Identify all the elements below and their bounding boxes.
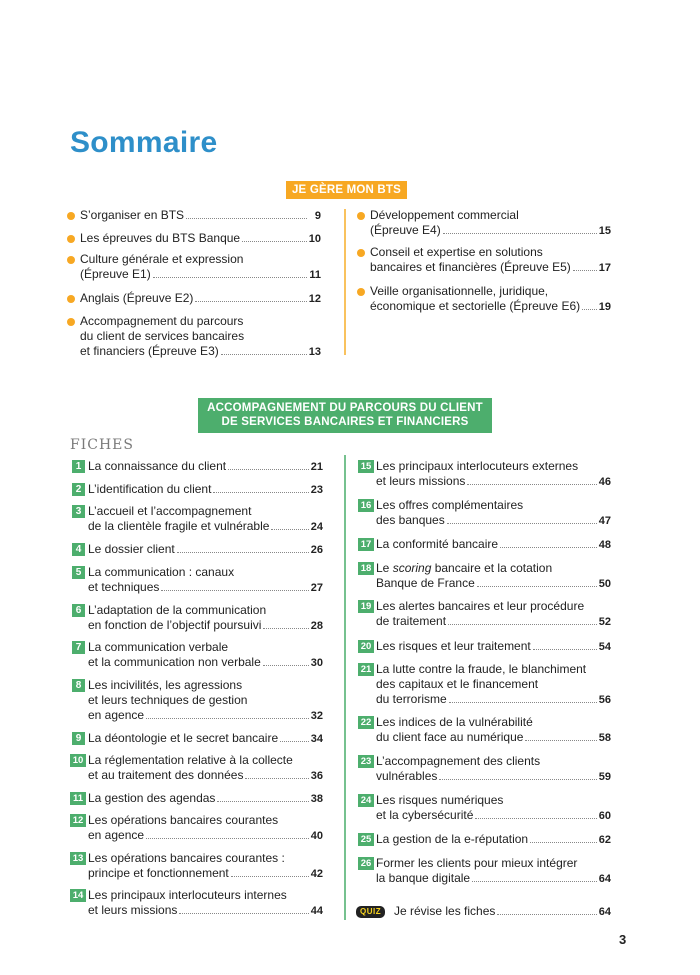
page-number: 3 — [619, 932, 627, 947]
dot-leader — [530, 842, 597, 843]
toc-page-number: 59 — [598, 771, 611, 783]
toc-entry-text: Conseil et expertise en solutions — [370, 245, 543, 259]
fiche-number-badge: 11 — [70, 792, 86, 805]
fiche-number-badge: 23 — [358, 755, 374, 768]
dot-leader — [582, 309, 597, 310]
fiche-number-badge: 18 — [358, 562, 374, 575]
toc-page-number: 38 — [310, 793, 323, 805]
toc-entry-text: économique et sectorielle (Épreuve E6) — [370, 299, 581, 313]
toc-page-number: 34 — [310, 733, 323, 745]
fiche-number-badge: 14 — [70, 889, 86, 902]
toc-entry-text: et la communication non verbale — [88, 655, 261, 669]
fiche-number-badge: 10 — [70, 754, 86, 767]
fiche-number-badge: 15 — [358, 460, 374, 473]
dot-leader — [472, 881, 597, 882]
dot-leader — [186, 218, 307, 219]
dot-leader — [477, 586, 597, 587]
toc-entry-text: Le dossier client — [88, 542, 175, 556]
toc-entry-text: L’identification du client — [88, 482, 212, 496]
toc-entry[interactable] — [88, 678, 323, 724]
toc-entry[interactable] — [88, 482, 323, 498]
toc-entry-text: du client face au numérique — [376, 730, 524, 744]
toc-entry[interactable] — [88, 640, 323, 671]
page-title: Sommaire — [70, 126, 218, 159]
toc-entry-text: S’organiser en BTS — [80, 208, 185, 222]
toc-entry-text: du client de services bancaires — [80, 329, 245, 343]
toc-entry[interactable] — [88, 565, 323, 596]
toc-entry[interactable] — [88, 504, 323, 535]
toc-page-number: 64 — [598, 873, 611, 885]
fiche-number-badge: 25 — [358, 833, 374, 846]
toc-entry-text: de la clientèle fragile et vulnérable — [88, 519, 270, 533]
toc-entry-text: La communication verbale — [88, 640, 229, 654]
fiche-number-badge: 26 — [358, 857, 374, 870]
fiche-number-badge: 17 — [358, 538, 374, 551]
dot-leader — [467, 484, 596, 485]
toc-page-number: 17 — [598, 262, 611, 274]
toc-page-number: 50 — [598, 578, 611, 590]
dot-leader — [217, 801, 308, 802]
toc-entry-text: L’accompagnement des clients — [376, 754, 541, 768]
toc-entry[interactable] — [376, 793, 611, 824]
dot-leader — [439, 779, 596, 780]
toc-entry[interactable] — [376, 754, 611, 785]
dot-leader — [525, 740, 596, 741]
column-divider — [344, 209, 346, 355]
quiz-badge: QUIZ — [356, 906, 385, 918]
toc-page-number: 54 — [598, 641, 611, 653]
toc-entry[interactable] — [376, 599, 611, 630]
toc-entry-text: (Épreuve E1) — [80, 267, 151, 281]
toc-entry[interactable] — [376, 561, 611, 592]
toc-entry[interactable] — [394, 904, 611, 920]
toc-entry[interactable] — [376, 715, 611, 746]
fiche-number-badge: 7 — [72, 641, 85, 654]
toc-entry-text: Les opérations bancaires courantes : — [88, 851, 285, 865]
toc-entry[interactable] — [88, 888, 323, 919]
fiche-number-badge: 19 — [358, 600, 374, 613]
fiche-number-badge: 4 — [72, 543, 85, 556]
fiches-label: FICHES — [70, 437, 134, 453]
toc-entry-text: Les épreuves du BTS Banque — [80, 231, 241, 245]
toc-entry-text: Les alertes bancaires et leur procédure — [376, 599, 585, 613]
dot-leader — [153, 277, 307, 278]
toc-entry-text: La déontologie et le secret bancaire — [88, 731, 279, 745]
toc-entry-text: et financiers (Épreuve E3) — [80, 344, 219, 358]
dot-leader — [242, 241, 307, 242]
toc-page-number: 44 — [310, 905, 323, 917]
toc-entry-text: Anglais (Épreuve E2) — [80, 291, 194, 305]
banner-line-2: DE SERVICES BANCAIRES ET FINANCIERS — [221, 416, 469, 428]
toc-page-number: 47 — [598, 515, 611, 527]
toc-page-number: 58 — [598, 732, 611, 744]
toc-entry-text: L’accueil et l’accompagnement — [88, 504, 252, 518]
toc-page-number: 30 — [310, 657, 323, 669]
fiche-number-badge: 3 — [72, 505, 85, 518]
toc-page-number: 21 — [310, 461, 323, 473]
toc-page-number: 42 — [310, 868, 323, 880]
fiche-number-badge: 9 — [72, 732, 85, 745]
toc-entry-text: Les indices de la vulnérabilité — [376, 715, 533, 729]
toc-entry[interactable] — [376, 832, 611, 848]
toc-page-number: 12 — [308, 293, 321, 305]
toc-entry[interactable] — [88, 459, 323, 475]
banner-line-1: ACCOMPAGNEMENT DU PARCOURS DU CLIENT — [207, 402, 483, 414]
toc-page-number: 13 — [308, 346, 321, 358]
toc-entry-text: Les incivilités, les agressions — [88, 678, 243, 692]
fiche-number-badge: 16 — [358, 499, 374, 512]
dot-leader — [228, 469, 309, 470]
toc-page-number: 48 — [598, 539, 611, 551]
toc-entry-text: et leurs missions — [376, 474, 466, 488]
dot-leader — [213, 492, 308, 493]
dot-leader — [146, 838, 309, 839]
toc-entry-text: en agence — [88, 708, 145, 722]
dot-leader — [245, 778, 308, 779]
toc-entry-text: La réglementation relative à la collecte — [88, 753, 293, 767]
bullet-icon — [67, 318, 75, 326]
toc-entry[interactable] — [376, 662, 611, 708]
dot-leader — [497, 914, 596, 915]
toc-entry-text: et au traitement des données — [88, 768, 244, 782]
toc-entry-text: en agence — [88, 828, 145, 842]
toc-entry[interactable] — [370, 208, 611, 239]
dot-leader — [231, 876, 309, 877]
fiche-number-badge: 22 — [358, 716, 374, 729]
dot-leader — [533, 649, 597, 650]
toc-page-number: 15 — [598, 225, 611, 237]
toc-entry[interactable] — [80, 252, 321, 283]
toc-entry-text: L’adaptation de la communication — [88, 603, 267, 617]
fiche-number-badge: 20 — [358, 640, 374, 653]
toc-entry-text: des banques — [376, 513, 445, 527]
toc-entry-text: Développement commercial — [370, 208, 519, 222]
dot-leader — [475, 818, 596, 819]
toc-page-number: 11 — [309, 269, 321, 281]
toc-entry[interactable] — [370, 284, 611, 315]
dot-leader — [221, 354, 307, 355]
toc-page-number: 9 — [314, 210, 321, 222]
fiche-number-badge: 13 — [70, 852, 86, 865]
toc-entry[interactable] — [88, 753, 323, 784]
dot-leader — [280, 741, 309, 742]
bullet-icon — [67, 256, 75, 264]
toc-entry-text: La gestion de la e-réputation — [376, 832, 529, 846]
dot-leader — [263, 628, 308, 629]
toc-entry-text: bancaires et financières (Épreuve E5) — [370, 260, 571, 274]
toc-page-number: 24 — [310, 521, 323, 533]
toc-entry-text: la banque digitale — [376, 871, 471, 885]
toc-entry-text: La communication : canaux — [88, 565, 235, 579]
toc-entry-text: Culture générale et expression — [80, 252, 244, 266]
dot-leader — [447, 523, 597, 524]
toc-entry-text: Former les clients pour mieux intégrer — [376, 856, 578, 870]
toc-entry-text: et leurs missions — [88, 903, 178, 917]
toc-entry-text: en fonction de l’objectif poursuivi — [88, 618, 262, 632]
bullet-icon — [357, 249, 365, 257]
bullet-icon — [67, 235, 75, 243]
toc-page-number: 27 — [310, 582, 323, 594]
section-banner-je-gere-mon-bts: JE GÈRE MON BTS — [286, 181, 407, 199]
fiche-number-badge: 2 — [72, 483, 85, 496]
toc-entry-text: et leurs techniques de gestion — [88, 693, 248, 707]
dot-leader — [195, 301, 306, 302]
toc-entry-text: et techniques — [88, 580, 160, 594]
fiche-number-badge: 8 — [72, 679, 85, 692]
toc-entry[interactable] — [88, 603, 323, 634]
toc-entry[interactable] — [376, 639, 611, 655]
toc-entry-text: Les offres complémentaires — [376, 498, 524, 512]
fiche-number-badge: 12 — [70, 814, 86, 827]
dot-leader — [177, 552, 309, 553]
dot-leader — [161, 590, 308, 591]
toc-entry-text: de traitement — [376, 614, 447, 628]
toc-entry[interactable] — [80, 291, 321, 307]
dot-leader — [448, 624, 597, 625]
toc-entry-text: et la cybersécurité — [376, 808, 474, 822]
toc-entry-text: Banque de France — [376, 576, 475, 590]
toc-entry[interactable] — [376, 459, 611, 490]
toc-page-number: 52 — [598, 616, 611, 628]
toc-entry-text: La lutte contre la fraude, le blanchiment — [376, 662, 587, 676]
toc-page-number: 10 — [308, 233, 321, 245]
toc-entry-text: Les opérations bancaires courantes — [88, 813, 279, 827]
fiche-number-badge: 24 — [358, 794, 374, 807]
dot-leader — [443, 233, 597, 234]
bullet-icon — [357, 212, 365, 220]
toc-entry-text: La gestion des agendas — [88, 791, 216, 805]
toc-entry[interactable] — [376, 537, 611, 553]
toc-entry-text: des capitaux et le financement — [376, 677, 539, 691]
toc-entry-text: Les risques et leur traitement — [376, 639, 531, 653]
toc-page-number: 62 — [598, 834, 611, 846]
fiche-number-badge: 1 — [72, 460, 85, 473]
toc-entry-text: Les principaux interlocuteurs internes — [88, 888, 287, 902]
toc-entry[interactable] — [80, 208, 321, 224]
toc-page-number: 32 — [310, 710, 323, 722]
toc-page-number: 56 — [598, 694, 611, 706]
toc-page-number: 23 — [310, 484, 323, 496]
bullet-icon — [67, 212, 75, 220]
toc-entry[interactable] — [88, 542, 323, 558]
toc-entry[interactable] — [80, 314, 321, 360]
toc-entry[interactable] — [88, 813, 323, 844]
toc-entry[interactable] — [370, 245, 611, 276]
bullet-icon — [357, 288, 365, 296]
toc-entry[interactable] — [80, 231, 321, 247]
toc-entry-text: Le scoring bancaire et la cotation — [376, 561, 553, 575]
toc-entry[interactable] — [376, 498, 611, 529]
fiche-number-badge: 6 — [72, 604, 85, 617]
toc-entry-text: Les principaux interlocuteurs externes — [376, 459, 579, 473]
toc-entry-text: Veille organisationnelle, juridique, — [370, 284, 549, 298]
dot-leader — [179, 913, 308, 914]
toc-page-number: 28 — [310, 620, 323, 632]
toc-page-number: 26 — [310, 544, 323, 556]
toc-page-number: 46 — [598, 476, 611, 488]
fiche-number-badge: 5 — [72, 566, 85, 579]
fiche-number-badge: 21 — [358, 663, 374, 676]
toc-page-number: 64 — [598, 906, 611, 918]
dot-leader — [449, 702, 597, 703]
toc-entry-text: vulnérables — [376, 769, 438, 783]
dot-leader — [500, 547, 597, 548]
toc-page-number: 19 — [598, 301, 611, 313]
toc-entry[interactable] — [376, 856, 611, 887]
toc-page-number: 40 — [310, 830, 323, 842]
dot-leader — [271, 529, 308, 530]
toc-page-number: 60 — [598, 810, 611, 822]
dot-leader — [146, 718, 309, 719]
toc-entry-text: (Épreuve E4) — [370, 223, 441, 237]
toc-entry[interactable] — [88, 731, 323, 747]
toc-entry[interactable] — [88, 851, 323, 882]
toc-entry-text: du terrorisme — [376, 692, 447, 706]
toc-entry-text: La conformité bancaire — [376, 537, 499, 551]
toc-entry-text: Je révise les fiches — [394, 904, 496, 918]
bullet-icon — [67, 295, 75, 303]
section-banner-accompagnement — [198, 398, 492, 433]
toc-entry-text: Les risques numériques — [376, 793, 504, 807]
column-divider — [344, 455, 346, 920]
dot-leader — [573, 270, 597, 271]
dot-leader — [263, 665, 309, 666]
toc-page-number: 36 — [310, 770, 323, 782]
toc-entry-text: La connaissance du client — [88, 459, 227, 473]
toc-entry-text: principe et fonctionnement — [88, 866, 229, 880]
toc-entry[interactable] — [88, 791, 323, 807]
toc-entry-text: Accompagnement du parcours — [80, 314, 244, 328]
